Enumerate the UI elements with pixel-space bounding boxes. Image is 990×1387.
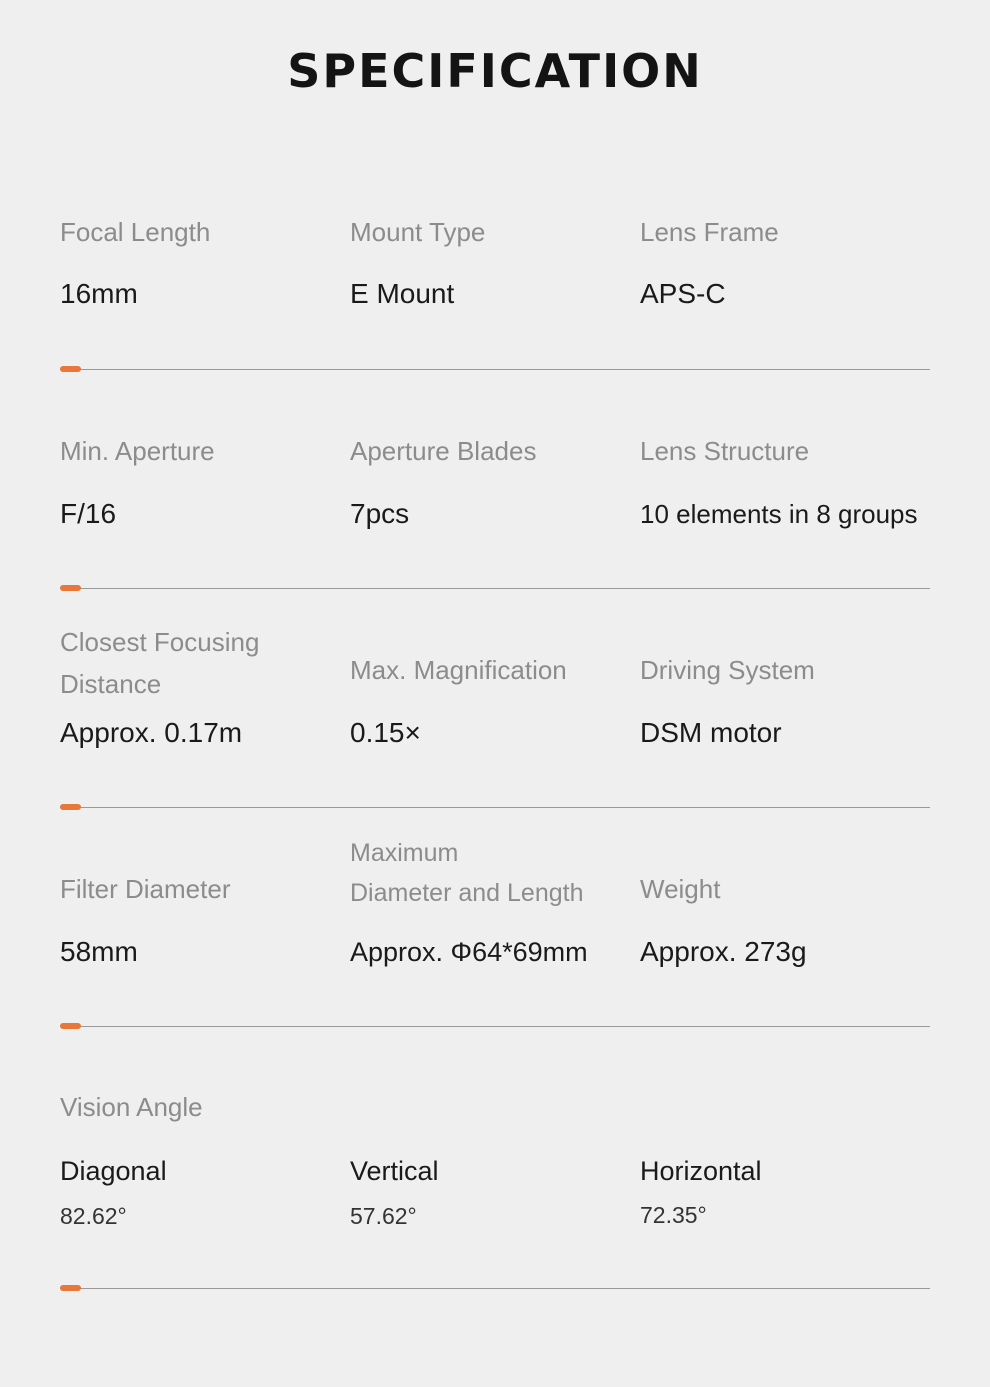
spec-label-line-2: Distance [60, 669, 162, 699]
spec-value: 0.15× [350, 717, 421, 748]
spec-label-line-1: Closest Focusing [60, 627, 260, 657]
spec-label: Driving System [640, 655, 815, 685]
spec-value: 10 elements in 8 groups [640, 499, 918, 529]
divider-accent [60, 804, 81, 810]
vision-angle-value: 82.62° [60, 1203, 127, 1229]
spec-value: APS-C [640, 278, 726, 309]
divider [60, 588, 930, 589]
spec-value: F/16 [60, 498, 117, 529]
spec-label-line-2: Diameter and Length [350, 879, 584, 907]
divider [60, 807, 930, 808]
spec-value: Approx. 0.17m [60, 717, 243, 748]
spec-label: Weight [640, 874, 721, 904]
page-title: SPECIFICATION [287, 44, 703, 98]
divider [60, 369, 930, 370]
spec-value: DSM motor [640, 717, 782, 748]
spec-label: Filter Diameter [60, 874, 231, 904]
spec-label: Lens Frame [640, 217, 779, 247]
spec-label: Mount Type [350, 217, 486, 247]
spec-value: 16mm [60, 278, 138, 309]
spec-label: Focal Length [60, 217, 211, 247]
divider-accent [60, 366, 81, 372]
spec-value: Approx. 273g [640, 936, 807, 967]
vision-angle-name: Diagonal [60, 1156, 167, 1186]
vision-angle-name: Vertical [350, 1156, 439, 1186]
spec-label: Vision Angle [60, 1092, 203, 1122]
divider-accent [60, 1023, 81, 1029]
vision-angle-value: 72.35° [640, 1202, 707, 1228]
vision-angle-value: 57.62° [350, 1203, 417, 1229]
divider [60, 1026, 930, 1027]
spec-value: 7pcs [350, 498, 410, 529]
spec-value: Approx. Φ64*69mm [350, 937, 588, 967]
spec-label: Max. Magnification [350, 655, 567, 685]
vision-angle-name: Horizontal [640, 1156, 762, 1186]
spec-value: E Mount [350, 278, 455, 309]
spec-label: Lens Structure [640, 436, 810, 466]
spec-label-line-1: Maximum [350, 839, 459, 867]
divider-accent [60, 585, 81, 591]
spec-label: Aperture Blades [350, 436, 537, 466]
divider [60, 1288, 930, 1289]
spec-value: 58mm [60, 936, 138, 967]
divider-accent [60, 1285, 81, 1291]
spec-label: Min. Aperture [60, 436, 215, 466]
